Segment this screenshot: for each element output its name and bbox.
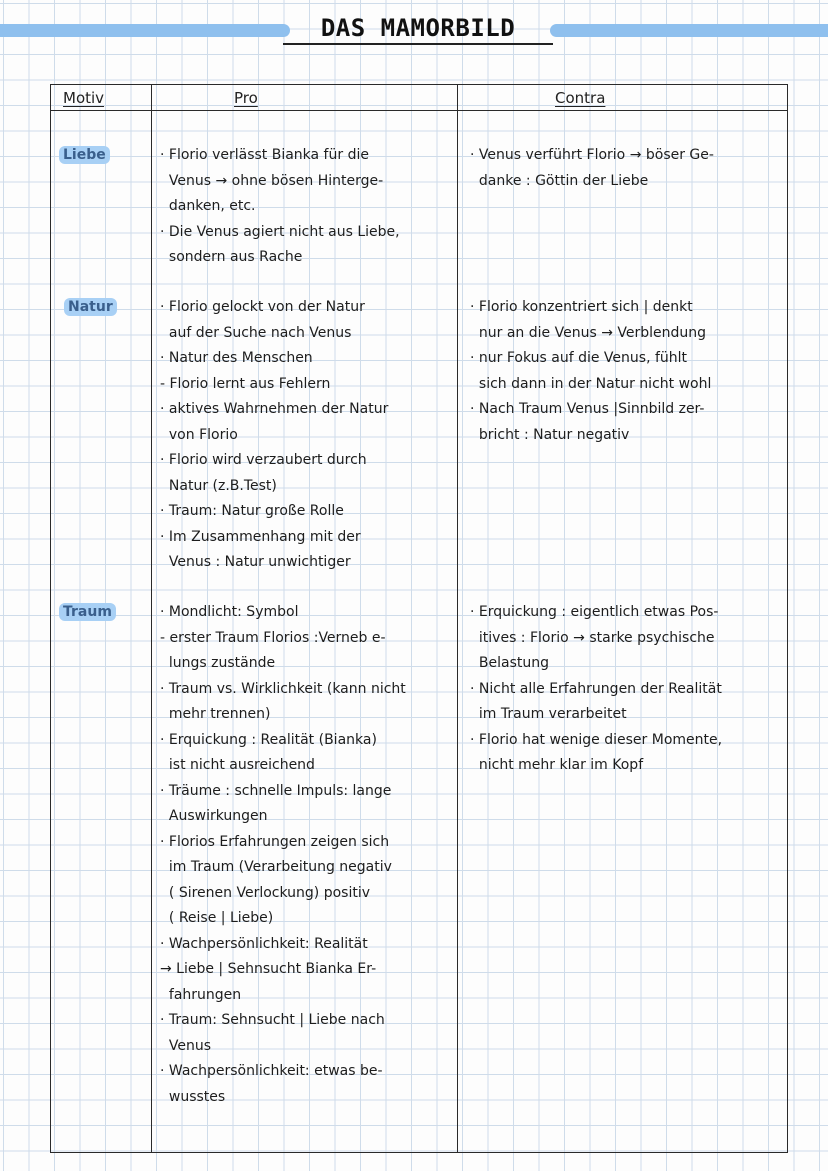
note-line: ist nicht ausreichend [160, 757, 315, 773]
note-line: danke : Göttin der Liebe [470, 172, 649, 189]
note-line: Venus [160, 1037, 212, 1054]
contra-list-traum [470, 600, 722, 779]
note-line: Natur (z.B.Test) [160, 477, 277, 494]
note-line: sich dann in der Natur nicht wohl [470, 375, 712, 392]
note-line: lungs zustände [160, 655, 276, 671]
note-line: · Florio wird verzaubert durch [160, 452, 367, 468]
note-line: - Florio lernt aus Fehlern [160, 375, 331, 392]
pro-list-liebe [160, 143, 400, 271]
note-line: · Traum vs. Wirklichkeit (kann nicht [160, 680, 406, 697]
note-line: ( Sirenen Verlockung) positiv [160, 884, 370, 901]
note-line: im Traum verarbeitet [470, 706, 627, 722]
note-line: nicht mehr klar im Kopf [470, 757, 644, 773]
note-line: wusstes [160, 1088, 226, 1105]
note-line: mehr trennen) [160, 706, 271, 722]
motiv-label-liebe: Liebe [59, 146, 110, 164]
header-motiv: Motiv [63, 89, 105, 107]
note-line: · Florio hat wenige dieser Momente, [470, 731, 723, 748]
pro-list-traum [160, 600, 406, 1110]
note-line: · Florio konzentriert sich | denkt [470, 299, 693, 315]
note-line: · Nicht alle Erfahrungen der Realität [470, 680, 722, 697]
contra-list-liebe [470, 143, 714, 194]
note-line: · Natur des Menschen [160, 350, 313, 366]
note-line: Belastung [470, 655, 550, 671]
note-line: Venus : Natur unwichtiger [160, 554, 351, 570]
note-line: → Liebe | Sehnsucht Bianka Er- [160, 961, 377, 977]
note-line: · aktives Wahrnehmen der Natur [160, 401, 389, 417]
note-line: Auswirkungen [160, 808, 268, 824]
note-line: · Venus verführt Florio → böser Ge- [470, 147, 714, 163]
page-title: DAS MAMORBILD [283, 13, 553, 45]
header-contra: Contra [555, 89, 606, 107]
note-line: · Traum: Sehnsucht | Liebe nach [160, 1012, 385, 1028]
note-line: · Wachpersönlichkeit: etwas be- [160, 1063, 383, 1079]
note-line: · Träume : schnelle Impuls: lange [160, 782, 392, 799]
motiv-label-natur: Natur [64, 298, 117, 316]
note-line: · Die Venus agiert nicht aus Liebe, [160, 223, 400, 240]
note-line: · Traum: Natur große Rolle [160, 503, 344, 519]
header-pro: Pro [234, 89, 258, 107]
note-line: Venus → ohne bösen Hinterge- [160, 172, 384, 189]
note-line: auf der Suche nach Venus [160, 324, 352, 341]
title-highlight-left [0, 24, 290, 37]
motiv-label-traum: Traum [59, 603, 116, 621]
note-line: bricht : Natur negativ [470, 426, 630, 443]
note-line: · Nach Traum Venus |Sinnbild zer- [470, 401, 705, 417]
note-line: · Florio verlässt Bianka für die [160, 147, 369, 163]
note-line: danken, etc. [160, 198, 256, 214]
column-divider-pro [457, 85, 458, 1152]
title-highlight-right [550, 24, 828, 37]
note-line: itives : Florio → starke psychische [470, 629, 715, 646]
note-line: · Erquickung : Realität (Bianka) [160, 731, 377, 748]
note-line: · Im Zusammenhang mit der [160, 528, 361, 545]
note-line: · Florio gelockt von der Natur [160, 299, 365, 315]
note-line: · nur Fokus auf die Venus, fühlt [470, 350, 688, 366]
note-line: · Florios Erfahrungen zeigen sich [160, 833, 390, 850]
note-line: ( Reise | Liebe) [160, 910, 274, 926]
note-line: sondern aus Rache [160, 249, 303, 265]
pro-list-natur [160, 295, 388, 576]
note-line: · Mondlicht: Symbol [160, 604, 299, 620]
contra-list-natur [470, 295, 711, 448]
note-line: · Wachpersönlichkeit: Realität [160, 935, 368, 952]
note-line: - erster Traum Florios :Verneb e- [160, 629, 386, 646]
note-line: von Florio [160, 426, 238, 443]
note-line: im Traum (Verarbeitung negativ [160, 859, 392, 875]
note-line: nur an die Venus → Verblendung [470, 324, 707, 341]
note-line: fahrungen [160, 986, 242, 1003]
header-divider [51, 110, 787, 111]
note-line: · Erquickung : eigentlich etwas Pos- [470, 604, 719, 620]
column-divider-motiv [151, 85, 152, 1152]
